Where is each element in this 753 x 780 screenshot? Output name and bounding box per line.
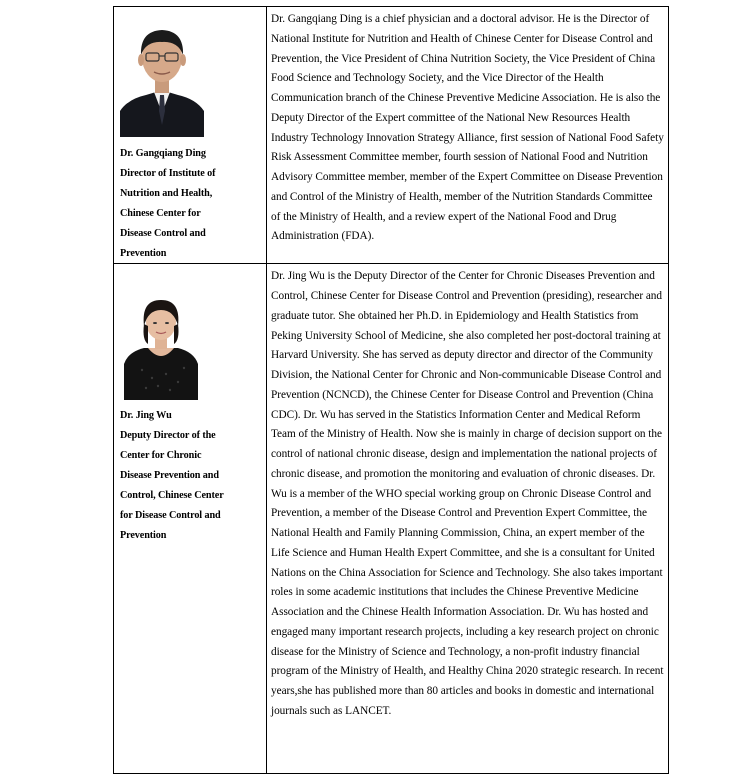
person-title-line: Prevention (120, 529, 167, 541)
bio-cell (267, 7, 669, 264)
person-title-line: Control, Chinese Center (120, 490, 224, 502)
person-title-line: Prevention (120, 247, 167, 259)
bio-table (113, 6, 669, 774)
portrait-man-suit-icon (120, 15, 204, 137)
person-title-line: Center for Chronic (120, 450, 202, 462)
bio-paragraph: Dr. Gangqiang Ding is a chief physician and a doctoral advisor. He is the Director of National Institute for Nutrition and Health of Chinese Center for Disease Control and Prevention, the Vice President of China Nutrition Society, the Vice President of China Food Science and Technology Society, and the Vice Director of the Health Communication branch of the Chinese Preventive Medicine Association. He is also the Deputy Director of the Expert committee of the National New Resources Health Industry Technology Innovation Strategy Alliance, first session of National Food Safety Risk Assessment Committee member, fourth session of National Food and Nutrition Advisory Committee member, member of the Expert Committee on Disease Prevention and Control of the Ministry of Health, member of the Nutrition Standards Committee of the Ministry of Health, and a review expert of the National Food and Drug Administration (FDA). (271, 13, 664, 243)
person-name: Dr. Jing Wu (120, 410, 172, 422)
person-title-line: Deputy Director of the (120, 430, 216, 442)
person-title-line: Disease Prevention and (120, 470, 219, 482)
portrait-woman-black-top-icon (122, 290, 200, 400)
profile-cell (114, 7, 267, 264)
table-row (114, 264, 669, 774)
person-title-line: Nutrition and Health, (120, 187, 213, 199)
profile-cell (114, 264, 267, 774)
bio-cell (267, 264, 669, 774)
bio-paragraph: Dr. Jing Wu is the Deputy Director of the Center for Chronic Diseases Prevention and Control, Chinese Center for Disease Control and Prevention (presiding), researcher and graduate tutor. She obtained her Ph.D. in Epidemiology and Health Statistics from Peking University School of Medicine, she also completed her post-doctoral training at Harvard University. She has served as deputy director and director of the Community Division, the National Center for Chronic and Non-communicable Disease Control and Prevention (NCNCD), the Chinese Center for Disease Control and Prevention (China CDC). Dr. Wu has served in the Statistics Information Center and Medical Reform Team of the Ministry of Health. Now she is mainly in charge of decision support on the control of national chronic disease, design and implementation the national projects of chronic disease, and promotion the monitoring and evaluation of chronic diseases. Dr. Wu is a member of the WHO special working group on Chronic Disease Control and Prevention, a member of the Disease Control and Prevention Expert Committee, the National Health and Family Planning Commission, China, an expert member of the Life Science and Human Health Expert Committee, and she is a consultant for United Nations on the China Association for Science and Technology. She also takes important roles in some academic institutions that includes the Chinese Preventive Medicine Association and the Chinese Health Information Association. Dr. Wu has hosted and engaged many important research projects, including a key research project on chronic disease for the Ministry of Science and Technology, a non-profit industry financial program of the Ministry of Health, and Healthy China 2020 strategic research. In recent years,she has published more than 80 articles and books in domestic and international journals such as LANCET. (271, 270, 664, 717)
person-name: Dr. Gangqiang Ding (120, 148, 206, 159)
person-title-line: Disease Control and (120, 227, 206, 239)
table-row (114, 7, 669, 264)
person-title-line: for Disease Control and (120, 509, 221, 521)
person-title-line: Director of Institute of (120, 167, 216, 179)
person-title-line: Chinese Center for (120, 207, 201, 219)
